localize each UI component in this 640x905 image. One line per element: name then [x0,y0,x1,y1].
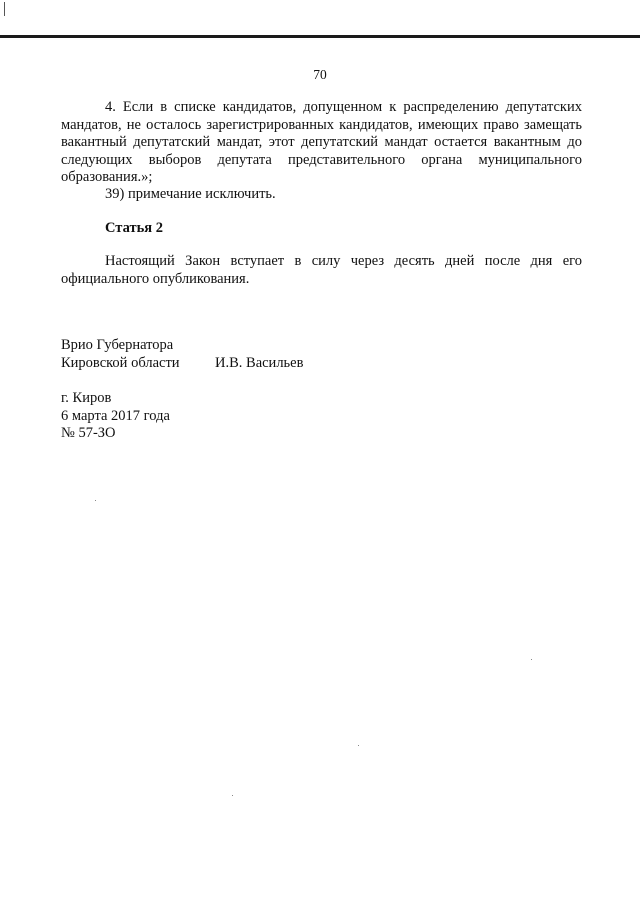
article-2-text: Настоящий Закон вступает в силу через десять дней после дня его официального опубликования. [61,253,582,287]
signature-region: Кировской области [61,354,180,371]
enactment-date: 6 марта 2017 года [61,407,170,424]
signature-block [61,337,303,372]
article-2-heading: Статья 2 [105,220,163,236]
enactment-block [61,390,170,443]
signature-position: Врио Губернатора [61,337,174,353]
paragraph-item-4: 4. Если в списке кандидатов, допущенном к распределению депутатских мандатов, не осталось зарегистрированных кандидатов, имеющих право замещать вакантный депутатский мандат, этот депутатский мандат остается вакантным до следующих выборов депутата представительного органа муниципального образования.»; [61,99,582,185]
scan-speck [232,795,233,796]
enactment-number: № 57-ЗО [61,425,116,441]
scan-speck [358,745,359,746]
page-number: 70 [313,67,327,82]
scan-speck [95,500,96,501]
scan-artifact-mark [4,2,5,16]
signature-name: И.В. Васильев [215,354,304,371]
header-rule [0,35,640,38]
scan-speck [531,659,532,660]
paragraph-item-39: 39) примечание исключить. [105,186,276,202]
enactment-city: г. Киров [61,390,112,406]
signature-row [61,355,303,373]
